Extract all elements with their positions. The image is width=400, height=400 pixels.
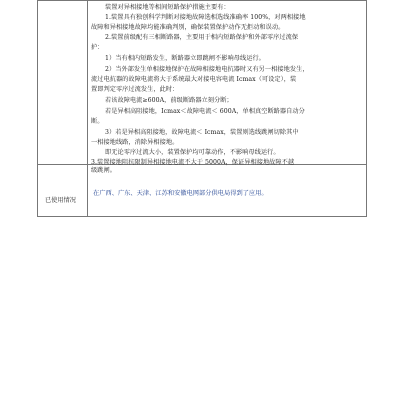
paragraph-line: 故障和异相接地故障均能准确判别，确保装置保护动作无拒动和误动。 <box>91 24 285 31</box>
paragraph-line: 若该故障电流≥600A，前级断路器立刻分断； <box>105 97 233 104</box>
paragraph-line: 护： <box>91 44 104 51</box>
paragraph-line: 装置对异相接地等相间短路保护措施主要有： <box>105 4 230 11</box>
column-divider <box>87 0 88 217</box>
usage-status-text: 在广西、广东、天津、江苏和安徽电网部分供电局得到了应用。 <box>93 190 268 197</box>
paragraph-line: 2）当外部发生单相接地保护在故障相接地电抗器时又有另一相接地发生， <box>105 66 309 73</box>
paragraph-line: 一相接地线路，消除异相接地。 <box>91 139 179 146</box>
paragraph-line: 即无论零序过流大小，装置保护均可靠动作，不影响母线运行。 <box>105 149 280 156</box>
paragraph-line: 1.装置具有独创科学判断对接地故障选相选线准确率 100%，对两相接地 <box>105 14 306 21</box>
paragraph-line: 3.装置接地阻抗限制异相接地电流不大于 5000A，保证异相接地故障不越 <box>91 159 295 166</box>
paragraph-line: 置即判定零序过流发生，此时： <box>91 86 179 93</box>
paragraph-line: 断。 <box>91 118 104 125</box>
content-table <box>37 0 367 217</box>
paragraph-line: 若是异相高阻接地，Icmax＜故障电流＜ 600A，单相真空断路器自动分 <box>105 108 305 115</box>
paragraph-line: 3）若是异相高阻接地，故障电流＜ Icmax，装置则选线跳闸切除其中 <box>105 129 299 136</box>
paragraph-line: 1）当有相内短路发生，断路器立即跳闸不影响母线运行。 <box>105 55 265 62</box>
paragraph-line: 流过电抗器的故障电流将大于系统最大对接电容电流 Icmax（可设定），装 <box>91 76 297 83</box>
usage-status-label: 已使用情况 <box>45 197 76 204</box>
table-border-right <box>366 0 367 217</box>
table-border-left <box>37 0 38 217</box>
paragraph-line: 2.装置前级配有三相断路器，主要用于相内短路保护和外部零序过流保 <box>105 34 299 41</box>
paragraph-line: 级跳闸。 <box>91 167 116 174</box>
